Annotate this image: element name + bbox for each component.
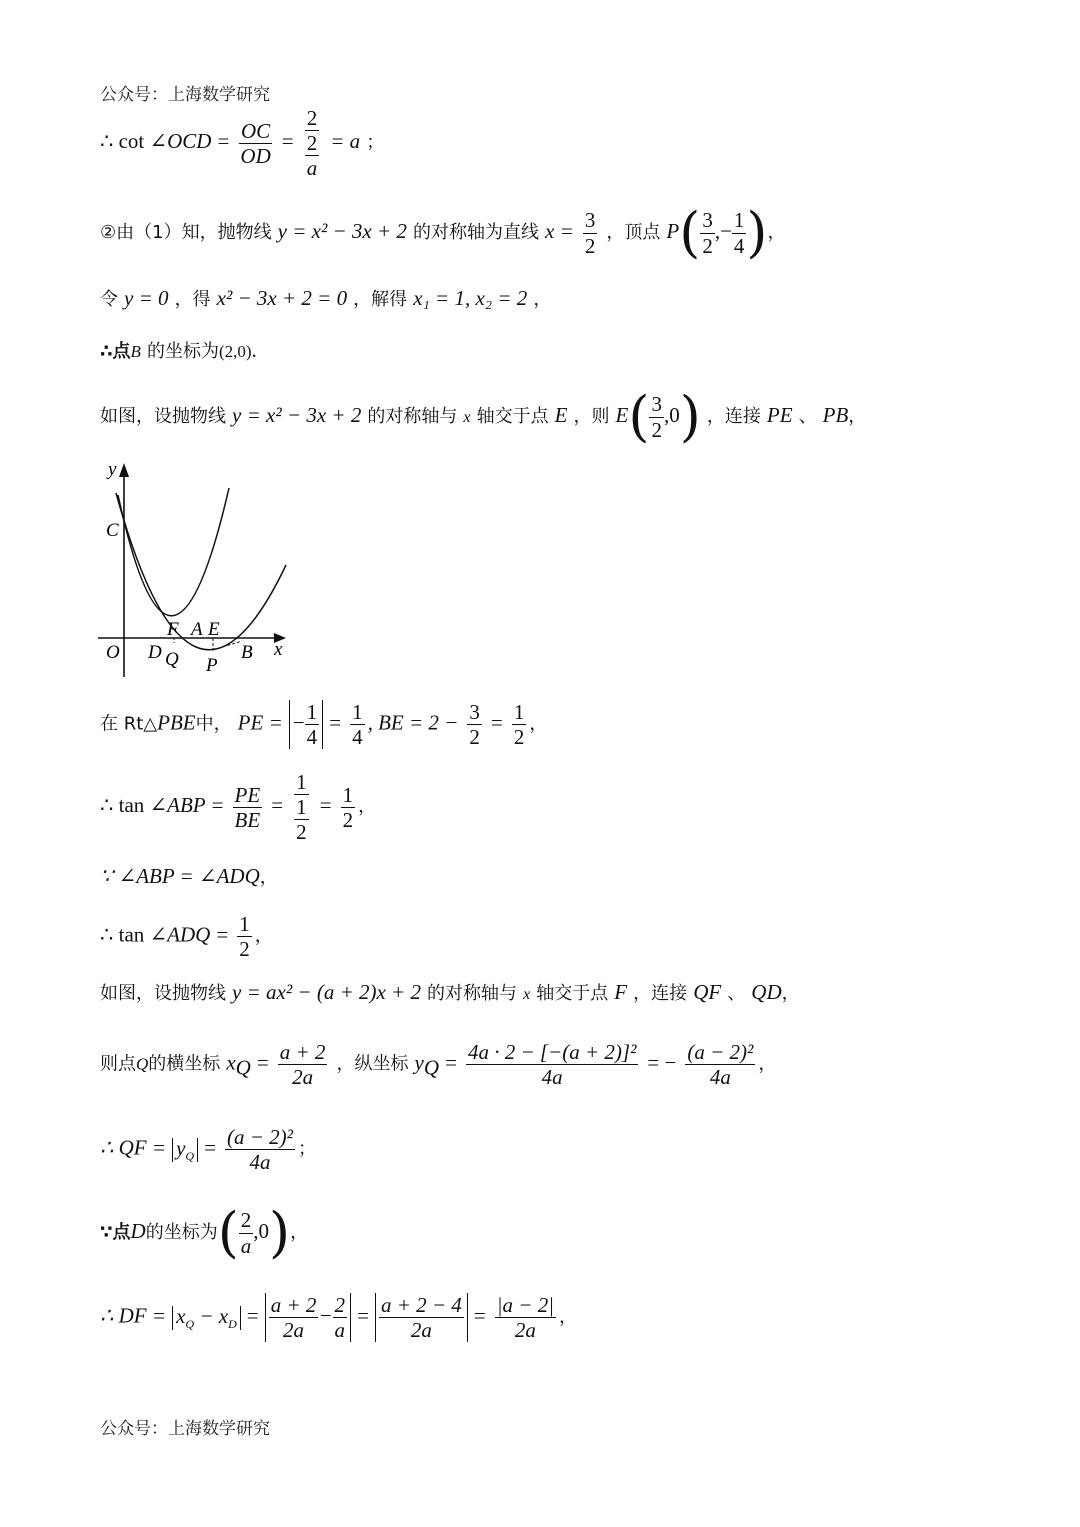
page-header: 公众号：上海数学研究 xyxy=(100,85,270,105)
abs-neg-quarter: − $\frac{1}{4}$ xyxy=(289,700,323,749)
qf-line: ∴ QF = $y_Q$ = $\frac{\text{(a − 2)²}}{4a}$ ； xyxy=(100,1125,316,1175)
label-c: C xyxy=(106,520,119,541)
point-d-line: ∵点D的坐标为( $\frac{2}{a}$ ,0)， xyxy=(100,1201,309,1264)
label-o: O xyxy=(106,642,120,663)
label-x: x xyxy=(274,639,283,660)
label-b: B xyxy=(241,642,253,663)
point-b-line: ∴点B 的坐标为(2,0). xyxy=(100,338,257,362)
tan-abp-line: ∴ tan ∠ABP = $\frac{PE}{BE}$ = $\frac{1}{\frac{1}{2}}$ = $\frac{1}{2}$ ， xyxy=(100,770,377,845)
parabola-figure xyxy=(96,455,296,680)
step2-line: ②由（1）知，抛物线 y = x² − 3x + 2 的对称轴为直线 x = $\frac{3}{2}$ ，顶点 P( $\frac{3}{2}$ ,− $\frac{1}{4}$ )， xyxy=(100,201,786,264)
rt-triangle-line: 在 Rt△PBE中， PE = − $\frac{1}{4}$ = $\frac{1}{4}$ , BE = 2 − $\frac{3}{2}$ = $\frac{1}{2}$ ， xyxy=(100,700,548,750)
axis-f-line: 如图，设抛物线 y = ax² − (a + 2)x + 2 的对称轴与 x 轴交于点 F ，连接 QF 、 QD， xyxy=(100,980,800,1004)
y-axis-arrow xyxy=(119,463,129,477)
label-q: Q xyxy=(165,649,179,670)
oc-over-od: $\frac{OC}{OD}$ xyxy=(240,118,271,168)
label-f: F xyxy=(167,619,179,640)
two-over-two-over-a: $\frac{2}{\frac{2}{a}}$ xyxy=(306,106,318,181)
tan-adq-line: ∴ tan ∠ADQ = $\frac{1}{2}$ ， xyxy=(100,912,273,962)
because-angle-line: ∵ ∠ABP = ∠ADQ， xyxy=(100,864,278,888)
label-d: D xyxy=(148,642,162,663)
roots-line: 令 y = 0 ，得 x² − 3x + 2 = 0 ，解得 x₁ = 1, x₂ = 2 ， xyxy=(100,286,552,310)
label-y: y xyxy=(108,459,117,480)
cot-ocd-line: ∴ cot ∠OCD = $\frac{OC}{OD}$ = $\frac{2}{\frac{2}{a}}$ = a ； xyxy=(100,106,385,181)
df-line: ∴ DF = $x_Q - x_D$ = $\frac{a + 2}{2a}$ − $\frac{2}{a}$ = $\frac{a + 2 - 4}{2a}$ = $\frac{|a - 2|}{2a}$ ， xyxy=(100,1293,577,1343)
q-coordinates-line: 则点Q的横坐标 $x_Q$ = $\frac{a + 2}{2a}$ ，纵坐标 $y_Q$ = $\frac{\text{4a · 2 − [−(a + 2)]²}}{4a}$ = − $\frac{\text{(a − 2)²}}{4a}$ ， xyxy=(100,1040,777,1090)
label-e: E xyxy=(208,619,220,640)
label-p: P xyxy=(206,655,218,676)
page-footer: 公众号：上海数学研究 xyxy=(100,1419,270,1439)
axis-e-line: 如图，设抛物线 y = x² − 3x + 2 的对称轴与 x 轴交于点 E ，则 E( $\frac{3}{2}$ ,0) ，连接 PE 、 PB， xyxy=(100,385,867,448)
label-a: A xyxy=(191,619,203,640)
